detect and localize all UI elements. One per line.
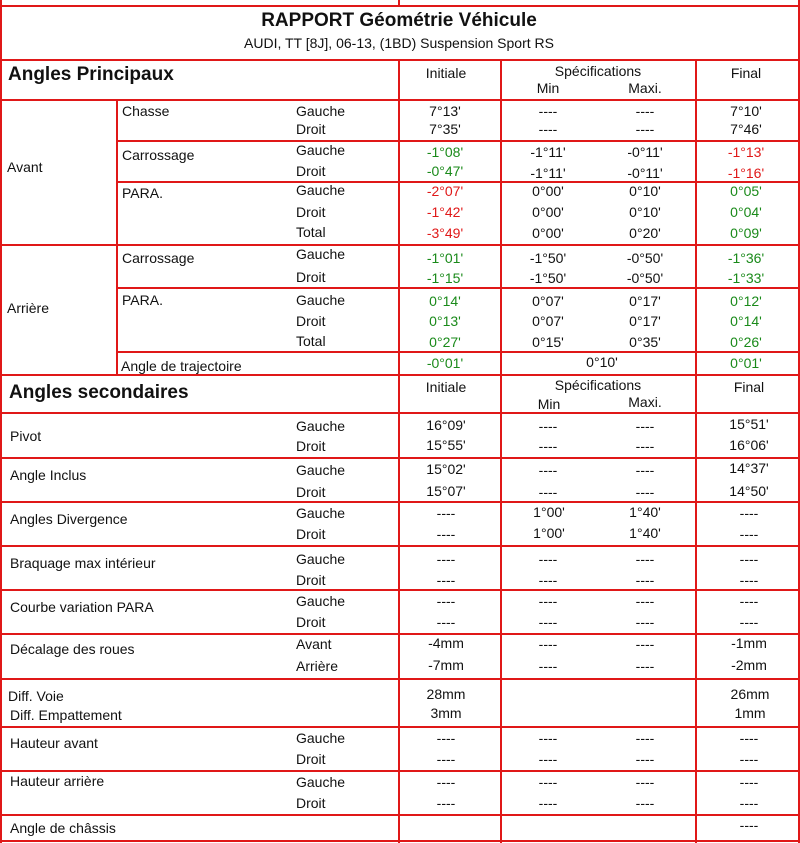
final-value: -1°36' (727, 250, 765, 266)
measure-label: Angle Inclus (10, 467, 87, 483)
grid-line (0, 726, 800, 728)
initiale-value: 15°07' (426, 483, 466, 499)
min-value: ---- (538, 462, 558, 478)
side-label: Total (296, 224, 326, 240)
maxi-value: -0°11' (627, 144, 663, 160)
final-value: -1mm (731, 635, 767, 651)
grid-line (116, 351, 800, 353)
side-label: Droit (296, 204, 326, 220)
min-value: ---- (538, 484, 558, 500)
initiale-value: ---- (436, 526, 456, 542)
final-value: 0°05' (730, 183, 762, 199)
measure-label: Courbe variation PARA (10, 599, 154, 615)
initiale-value: 15°02' (426, 461, 466, 477)
final-value: 0°26' (730, 334, 762, 350)
min-value: ---- (538, 658, 558, 674)
initiale-value: ---- (436, 774, 456, 790)
side-label: Gauche (296, 505, 346, 521)
final-value: ---- (739, 751, 759, 767)
initiale-value: -2°07' (426, 183, 464, 199)
min-value: -1°11' (530, 144, 566, 160)
grid-line (695, 374, 697, 843)
grid-line (0, 501, 800, 503)
col-maxi: Maxi. (628, 394, 662, 410)
grid-line (116, 287, 800, 289)
col-specifications: Spécifications (554, 377, 642, 393)
maxi-value: 0°20' (629, 225, 661, 241)
maxi-value: 0°10' (629, 204, 661, 220)
final-value: -1°33' (727, 270, 765, 286)
measure-label: Pivot (10, 428, 42, 444)
min-value: ---- (538, 636, 558, 652)
min-value: ---- (538, 551, 558, 567)
initiale-value: -1°08' (426, 144, 464, 160)
maxi-value: ---- (635, 751, 655, 767)
side-label: Droit (296, 484, 326, 500)
min-value: ---- (538, 438, 558, 454)
maxi-value: 0°17' (629, 293, 661, 309)
initiale-value: ---- (436, 593, 456, 609)
final-value: -1°16' (727, 165, 765, 181)
final-value: 26mm (730, 686, 770, 702)
initiale-value: -1°01' (426, 250, 464, 266)
col-specifications: Spécifications (554, 63, 642, 79)
side-label: Gauche (296, 246, 346, 262)
initiale-value: 28mm (426, 686, 466, 702)
min-value: ---- (538, 121, 558, 137)
measure-label: Diff. Voie (8, 688, 64, 704)
col-min: Min (536, 80, 560, 96)
initiale-value: 15°55' (426, 437, 466, 453)
maxi-value: ---- (635, 593, 655, 609)
grid-line (0, 633, 800, 635)
side-label: Droit (296, 795, 326, 811)
maxi-value: ---- (635, 658, 655, 674)
min-value: 0°15' (532, 334, 564, 350)
initiale-value: ---- (436, 795, 456, 811)
grid-line (398, 59, 400, 375)
maxi-value: 1°40' (629, 525, 661, 541)
maxi-value: ---- (635, 484, 655, 500)
measure-label: PARA. (122, 185, 163, 201)
final-value: 7°46' (730, 121, 762, 137)
maxi-value: ---- (635, 572, 655, 588)
final-value: 16°06' (729, 437, 769, 453)
final-value: 14°37' (729, 460, 769, 476)
initiale-value: ---- (436, 551, 456, 567)
initiale-value: 7°35' (429, 121, 461, 137)
final-value: 14°50' (729, 483, 769, 499)
grid-line (0, 770, 800, 772)
min-value: 0°00' (532, 225, 564, 241)
side-label: Droit (296, 572, 326, 588)
grid-line (0, 545, 800, 547)
side-label: Gauche (296, 292, 346, 308)
min-value: ---- (538, 614, 558, 630)
grid-line (0, 374, 800, 376)
measure-label: Décalage des roues (10, 641, 135, 657)
final-value: ---- (739, 551, 759, 567)
min-value: 0°07' (532, 313, 564, 329)
maxi-value: 1°40' (629, 504, 661, 520)
min-value: ---- (538, 774, 558, 790)
spec-value: 0°10' (586, 354, 618, 370)
side-label: Gauche (296, 551, 346, 567)
side-label: Droit (296, 614, 326, 630)
final-value: ---- (739, 526, 759, 542)
final-value: 0°01' (730, 355, 762, 371)
group-label-arriere: Arrière (7, 300, 50, 316)
maxi-value: -0°11' (627, 165, 663, 181)
final-value: ---- (739, 774, 759, 790)
maxi-value: 0°10' (629, 183, 661, 199)
final-value: ---- (739, 505, 759, 521)
initiale-value: 0°13' (429, 313, 461, 329)
col-initiale: Initiale (425, 65, 467, 81)
measure-label: Hauteur arrière (10, 773, 105, 789)
initiale-value: ---- (436, 505, 456, 521)
maxi-value: ---- (635, 462, 655, 478)
grid-line (0, 678, 800, 680)
grid-line (0, 5, 800, 7)
measure-label: Angles Divergence (10, 511, 128, 527)
initiale-value: -3°49' (426, 225, 464, 241)
maxi-value: ---- (635, 636, 655, 652)
final-value: ---- (739, 614, 759, 630)
maxi-value: 0°35' (629, 334, 661, 350)
initiale-value: 0°27' (429, 334, 461, 350)
maxi-value: -0°50' (626, 250, 664, 266)
side-label: Gauche (296, 730, 346, 746)
min-value: 1°00' (533, 525, 565, 541)
min-value: ---- (538, 751, 558, 767)
initiale-value: -1°42' (426, 204, 464, 220)
grid-line (695, 59, 697, 375)
side-label: Gauche (296, 103, 346, 119)
final-value: 15°51' (729, 416, 769, 432)
min-value: 0°00' (532, 183, 564, 199)
grid-line (0, 840, 800, 842)
initiale-value: ---- (436, 572, 456, 588)
min-value: ---- (538, 103, 558, 119)
grid-line (0, 59, 800, 61)
side-label: Droit (296, 751, 326, 767)
final-value: 1mm (734, 705, 766, 721)
grid-line (116, 140, 800, 142)
min-value: 0°07' (532, 293, 564, 309)
final-value: 0°04' (730, 204, 762, 220)
grid-line (500, 59, 502, 375)
grid-line (500, 374, 502, 843)
measure-label: Angle de trajectoire (121, 358, 242, 374)
initiale-value: ---- (436, 614, 456, 630)
min-value: -1°50' (529, 270, 567, 286)
final-value: 0°12' (730, 293, 762, 309)
maxi-value: 0°17' (629, 313, 661, 329)
min-value: -1°11' (530, 165, 566, 181)
final-value: ---- (739, 795, 759, 811)
final-value: -1°13' (727, 144, 765, 160)
measure-label: Angle de châssis (10, 820, 116, 836)
final-value: 0°14' (730, 313, 762, 329)
grid-line (0, 99, 800, 101)
grid-line (398, 374, 400, 843)
group-label-avant: Avant (7, 159, 43, 175)
side-label: Gauche (296, 593, 346, 609)
maxi-value: -0°50' (626, 270, 664, 286)
maxi-value: ---- (635, 614, 655, 630)
min-value: 0°00' (532, 204, 564, 220)
min-value: ---- (538, 730, 558, 746)
initiale-value: ---- (436, 751, 456, 767)
final-value: ---- (739, 593, 759, 609)
side-label: Droit (296, 163, 326, 179)
min-value: ---- (538, 572, 558, 588)
initiale-value: ---- (436, 730, 456, 746)
side-label: Gauche (296, 182, 346, 198)
measure-label: Carrossage (122, 147, 195, 163)
col-final: Final (733, 379, 765, 395)
maxi-value: ---- (635, 418, 655, 434)
side-label: Droit (296, 438, 326, 454)
side-label: Avant (296, 636, 332, 652)
grid-line (0, 457, 800, 459)
initiale-value: 0°14' (429, 293, 461, 309)
side-label: Droit (296, 526, 326, 542)
side-label: Arrière (296, 658, 339, 674)
measure-label: Chasse (122, 103, 170, 119)
side-label: Droit (296, 269, 326, 285)
side-label: Droit (296, 121, 326, 137)
initiale-value: -7mm (428, 657, 464, 673)
maxi-value: ---- (635, 121, 655, 137)
min-value: ---- (538, 795, 558, 811)
side-label: Gauche (296, 774, 346, 790)
report-title: RAPPORT Géométrie Véhicule (261, 10, 537, 31)
initiale-value: 3mm (430, 705, 462, 721)
grid-line (0, 814, 800, 816)
side-label: Gauche (296, 462, 346, 478)
measure-label: Hauteur avant (10, 735, 98, 751)
initiale-value: -4mm (428, 635, 464, 651)
final-value: ---- (739, 572, 759, 588)
measure-label: PARA. (122, 292, 163, 308)
maxi-value: ---- (635, 438, 655, 454)
maxi-value: ---- (635, 730, 655, 746)
col-final: Final (730, 65, 762, 81)
grid-line (0, 244, 800, 246)
col-maxi: Maxi. (628, 80, 662, 96)
initiale-value: -0°01' (426, 355, 464, 371)
side-label: Droit (296, 313, 326, 329)
maxi-value: ---- (635, 795, 655, 811)
initiale-value: 7°13' (429, 103, 461, 119)
final-value: ---- (739, 817, 759, 833)
col-initiale: Initiale (425, 379, 467, 395)
principal-section-title: Angles Principaux (8, 64, 174, 85)
min-value: ---- (538, 593, 558, 609)
grid-line (0, 0, 2, 843)
side-label: Gauche (296, 418, 346, 434)
side-label: Total (296, 333, 326, 349)
initiale-value: -1°15' (426, 270, 464, 286)
col-min: Min (537, 396, 561, 412)
maxi-value: ---- (635, 774, 655, 790)
final-value: -2mm (731, 657, 767, 673)
min-value: ---- (538, 418, 558, 434)
side-label: Gauche (296, 142, 346, 158)
maxi-value: ---- (635, 103, 655, 119)
initiale-value: 16°09' (426, 417, 466, 433)
min-value: 1°00' (533, 504, 565, 520)
min-value: -1°50' (529, 250, 567, 266)
final-value: ---- (739, 730, 759, 746)
measure-label: Carrossage (122, 250, 195, 266)
secondary-section-title: Angles secondaires (9, 382, 189, 403)
final-value: 7°10' (730, 103, 762, 119)
initiale-value: -0°47' (426, 163, 464, 179)
grid-line (0, 412, 800, 414)
vehicle-info: AUDI, TT [8J], 06-13, (1BD) Suspension Sport RS (244, 35, 554, 51)
measure-label: Braquage max intérieur (10, 555, 156, 571)
final-value: 0°09' (730, 225, 762, 241)
maxi-value: ---- (635, 551, 655, 567)
grid-line (0, 589, 800, 591)
measure-label: Diff. Empattement (10, 707, 122, 723)
